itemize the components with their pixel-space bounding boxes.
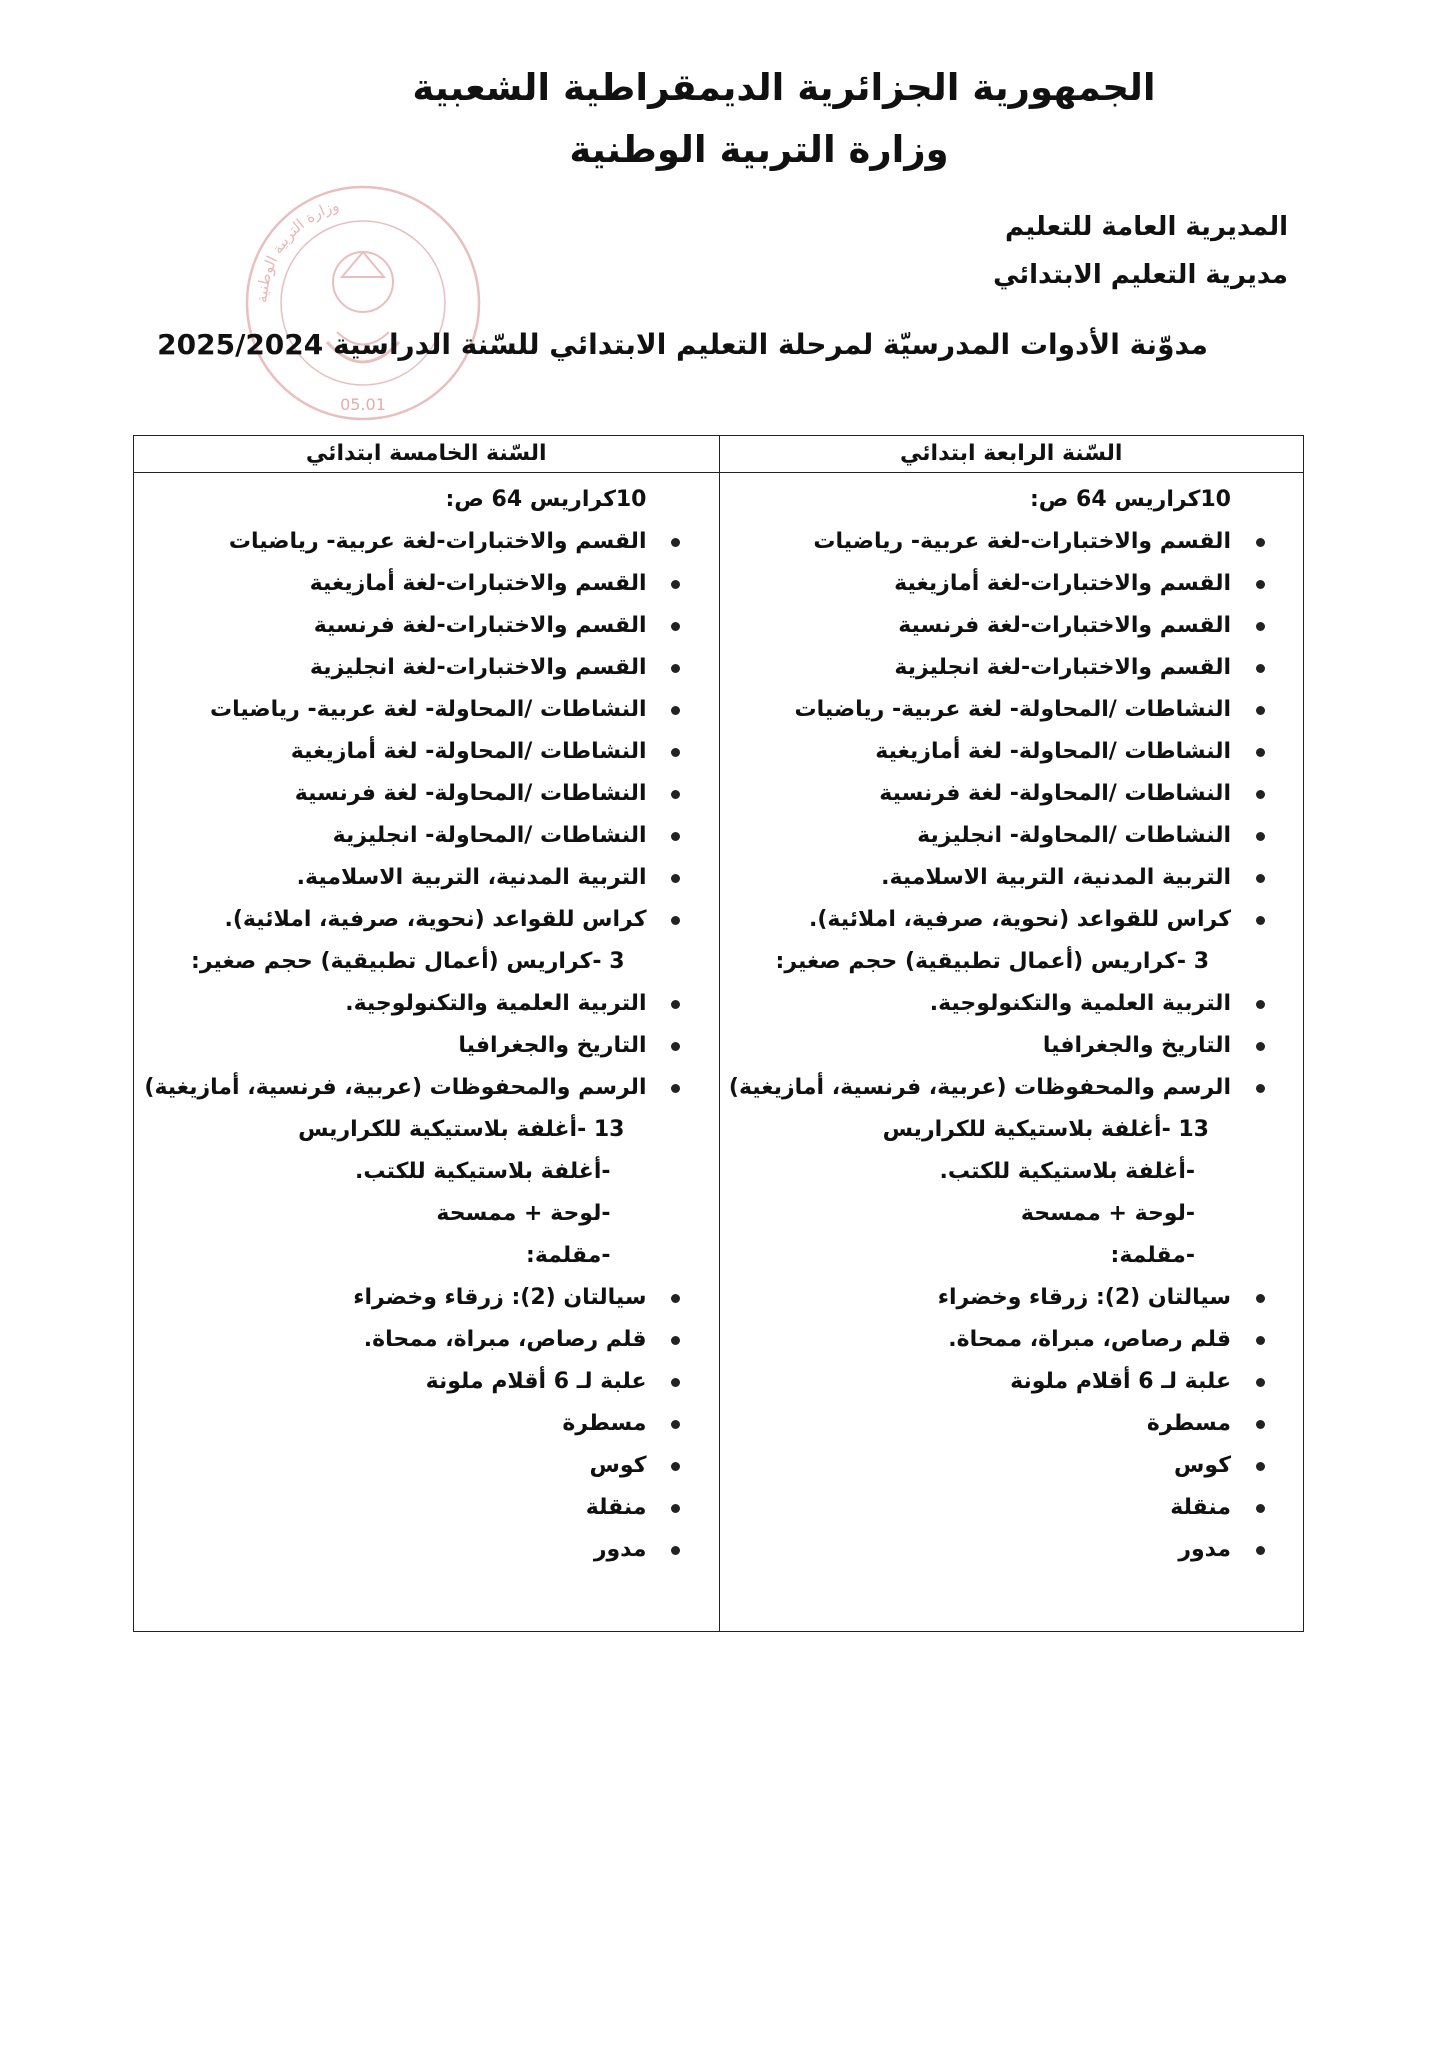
list-item (142, 899, 647, 941)
list-item (142, 1235, 611, 1277)
directorate-general: المديرية العامة للتعليم (1005, 212, 1288, 242)
list-item-text: علبة لـ 6 أقلام ملونة (1010, 1369, 1231, 1394)
list-item-text: التربية المدنية، التربية الاسلامية. (881, 865, 1231, 890)
list-item-text: كراس للقواعد (نحوية، صرفية، املائية). (224, 907, 647, 932)
list-item (728, 1151, 1196, 1193)
list-item-text: 10كراريس 64 ص: (1029, 487, 1231, 512)
list-item (728, 1067, 1232, 1109)
bullet-icon (669, 605, 683, 647)
list-item (142, 815, 647, 857)
list-item (142, 1403, 647, 1445)
list-item (142, 689, 647, 731)
list-item (728, 1529, 1232, 1571)
list-item-text: التاريخ والجغرافيا (458, 1033, 647, 1058)
list-item-text: منقلة (1170, 1495, 1231, 1520)
list-item (728, 1403, 1232, 1445)
list-item-text: 13 -أغلفة بلاستيكية للكراريس (298, 1117, 625, 1142)
list-item-text: -لوحة + ممسحة (1020, 1201, 1195, 1226)
list-item (142, 1067, 647, 1109)
bullet-icon (669, 1361, 683, 1403)
list-item-text: مسطرة (562, 1411, 647, 1436)
list-item (142, 983, 647, 1025)
bullet-icon (1253, 1361, 1267, 1403)
bullet-icon (669, 689, 683, 731)
list-item-text: النشاطات /المحاولة- لغة عربية- رياضيات (794, 697, 1231, 722)
list-item (142, 1151, 611, 1193)
list-item (728, 815, 1232, 857)
bullet-icon (1253, 731, 1267, 773)
list-item-text: -أغلفة بلاستيكية للكتب. (939, 1159, 1195, 1184)
list-item-text: النشاطات /المحاولة- لغة أمازيغية (290, 739, 647, 764)
list-item (728, 1235, 1196, 1277)
list-item-text: سيالتان (2): زرقاء وخضراء (937, 1285, 1231, 1310)
bullet-icon (669, 563, 683, 605)
bullet-icon (1253, 605, 1267, 647)
column-grade-4 (719, 436, 1304, 1631)
list-item (142, 1319, 647, 1361)
list-item-text: قلم رصاص، مبراة، ممحاة. (948, 1327, 1231, 1352)
list-item-text: سيالتان (2): زرقاء وخضراء (353, 1285, 647, 1310)
list-item-text: التربية العلمية والتكنولوجية. (929, 991, 1231, 1016)
list-item-text: كوس (1174, 1453, 1231, 1478)
list-item-text: مدور (593, 1537, 647, 1562)
list-item-text: مسطرة (1146, 1411, 1231, 1436)
list-item (142, 479, 647, 521)
list-item (728, 1277, 1232, 1319)
bullet-icon (669, 521, 683, 563)
bullet-icon (1253, 1487, 1267, 1529)
list-item-text: النشاطات /المحاولة- انجليزية (332, 823, 647, 848)
list-item-text: الرسم والمحفوظات (عربية، فرنسية، أمازيغية) (728, 1075, 1231, 1100)
bullet-icon (1253, 899, 1267, 941)
supplies-table (133, 435, 1304, 1632)
list-item-text: كوس (589, 1453, 647, 1478)
list-item-text: النشاطات /المحاولة- لغة فرنسية (879, 781, 1231, 806)
list-item (142, 1277, 647, 1319)
grade-4-list (720, 473, 1304, 1571)
list-item-text: منقلة (585, 1495, 647, 1520)
bullet-icon (1253, 1072, 1267, 1104)
bullet-icon (1253, 563, 1267, 605)
list-item-text: -أغلفة بلاستيكية للكتب. (354, 1159, 611, 1184)
list-item-text: كراس للقواعد (نحوية، صرفية، املائية). (809, 907, 1231, 932)
list-item-text: 3 -كراريس (أعمال تطبيقية) حجم صغير: (191, 949, 625, 974)
bullet-icon (1253, 773, 1267, 815)
bullet-icon (1253, 1025, 1267, 1067)
list-item-text: القسم والاختبارات-لغة أمازيغية (894, 571, 1231, 596)
list-item-text: القسم والاختبارات-لغة عربية- رياضيات (813, 529, 1231, 554)
list-item-text: النشاطات /المحاولة- لغة فرنسية (294, 781, 647, 806)
list-item (728, 1361, 1232, 1403)
list-item (142, 521, 647, 563)
list-item-text: القسم والاختبارات-لغة انجليزية (894, 655, 1231, 680)
list-item-text: القسم والاختبارات-لغة فرنسية (313, 613, 647, 638)
list-item (728, 563, 1232, 605)
bullet-icon (669, 1487, 683, 1529)
list-item (142, 941, 625, 983)
list-item-text: النشاطات /المحاولة- انجليزية (917, 823, 1231, 848)
list-item-text: القسم والاختبارات-لغة عربية- رياضيات (228, 529, 647, 554)
list-item-text: 10كراريس 64 ص: (445, 487, 647, 512)
list-item-text: 13 -أغلفة بلاستيكية للكراريس (882, 1117, 1209, 1142)
bullet-icon (669, 1445, 683, 1487)
list-item (142, 773, 647, 815)
list-item (728, 899, 1232, 941)
bullet-icon (669, 647, 683, 689)
directorate: مديرية التعليم الابتدائي (993, 260, 1288, 290)
bullet-icon (669, 1403, 683, 1445)
bullet-icon (1253, 1529, 1267, 1571)
list-item (728, 941, 1210, 983)
bullet-icon (669, 1025, 683, 1067)
official-stamp (242, 182, 484, 424)
list-item-text: قلم رصاص، مبراة، ممحاة. (363, 1327, 647, 1352)
list-item-text: 3 -كراريس (أعمال تطبيقية) حجم صغير: (775, 949, 1209, 974)
list-item-text: الرسم والمحفوظات (عربية، فرنسية، أمازيغية) (144, 1075, 647, 1100)
list-item (728, 647, 1232, 689)
list-item (728, 1319, 1232, 1361)
column-grade-5 (134, 436, 719, 1631)
bullet-icon (1253, 521, 1267, 563)
list-item-text: التاريخ والجغرافيا (1042, 1033, 1231, 1058)
list-item (728, 857, 1232, 899)
list-item (142, 1487, 647, 1529)
list-item (728, 689, 1232, 731)
list-item-text: التربية العلمية والتكنولوجية. (345, 991, 647, 1016)
list-item (142, 731, 647, 773)
list-item-text: التربية المدنية، التربية الاسلامية. (296, 865, 647, 890)
list-item (728, 1487, 1232, 1529)
list-item (142, 1529, 647, 1571)
list-item (142, 563, 647, 605)
list-item (142, 1361, 647, 1403)
list-item (142, 605, 647, 647)
list-item (728, 731, 1232, 773)
bullet-icon (1253, 689, 1267, 731)
stamp-ring-text: وزارة التربية الوطنية (252, 196, 342, 304)
list-item (728, 1445, 1232, 1487)
bullet-icon (669, 773, 683, 815)
list-item (142, 1109, 625, 1151)
list-item (142, 1193, 611, 1235)
bullet-icon (1253, 1319, 1267, 1361)
list-item-text: -مقلمة: (1110, 1243, 1195, 1268)
ministry-name: وزارة التربية الوطنية (569, 128, 949, 171)
list-item-text: القسم والاختبارات-لغة أمازيغية (309, 571, 647, 596)
list-item (142, 857, 647, 899)
list-item-text: القسم والاختبارات-لغة انجليزية (309, 655, 647, 680)
list-item (728, 1025, 1232, 1067)
list-item (728, 521, 1232, 563)
list-item (142, 647, 647, 689)
bullet-icon (669, 857, 683, 899)
bullet-icon (669, 1319, 683, 1361)
list-item (728, 605, 1232, 647)
list-item (728, 479, 1232, 521)
bullet-icon (1253, 857, 1267, 899)
list-item (142, 1445, 647, 1487)
bullet-icon (1253, 815, 1267, 857)
bullet-icon (1253, 1403, 1267, 1445)
column-header-grade-5: السّنة الخامسة ابتدائي (134, 436, 719, 473)
list-item-text: القسم والاختبارات-لغة فرنسية (898, 613, 1231, 638)
bullet-icon (1253, 1277, 1267, 1319)
bullet-icon (1253, 983, 1267, 1025)
list-item (728, 1193, 1196, 1235)
bullet-icon (669, 815, 683, 857)
bullet-icon (669, 899, 683, 941)
column-header-grade-4: السّنة الرابعة ابتدائي (720, 436, 1304, 473)
list-item-text: -مقلمة: (526, 1243, 611, 1268)
bullet-icon (669, 983, 683, 1025)
list-item (728, 1109, 1210, 1151)
list-item-text: -لوحة + ممسحة (436, 1201, 611, 1226)
country-name: الجمهورية الجزائرية الديمقراطية الشعبية (412, 66, 1156, 109)
document-title: مدوّنة الأدوات المدرسيّة لمرحلة التعليم الابتدائي للسّنة الدراسية 2025/2024 (157, 328, 1208, 361)
list-item-text: علبة لـ 6 أقلام ملونة (425, 1369, 647, 1394)
bullet-icon (669, 1529, 683, 1571)
grade-5-list (134, 473, 719, 1571)
list-item (142, 1025, 647, 1067)
bullet-icon (1253, 647, 1267, 689)
list-item-text: النشاطات /المحاولة- لغة أمازيغية (875, 739, 1231, 764)
list-item-text: مدور (1178, 1537, 1231, 1562)
bullet-icon (669, 731, 683, 773)
list-item (728, 983, 1232, 1025)
list-item-text: النشاطات /المحاولة- لغة عربية- رياضيات (209, 697, 647, 722)
bullet-icon (669, 1277, 683, 1319)
list-item (728, 773, 1232, 815)
bullet-icon (1253, 1445, 1267, 1487)
bullet-icon (669, 1072, 683, 1104)
stamp-code: 05.01 (340, 395, 386, 414)
